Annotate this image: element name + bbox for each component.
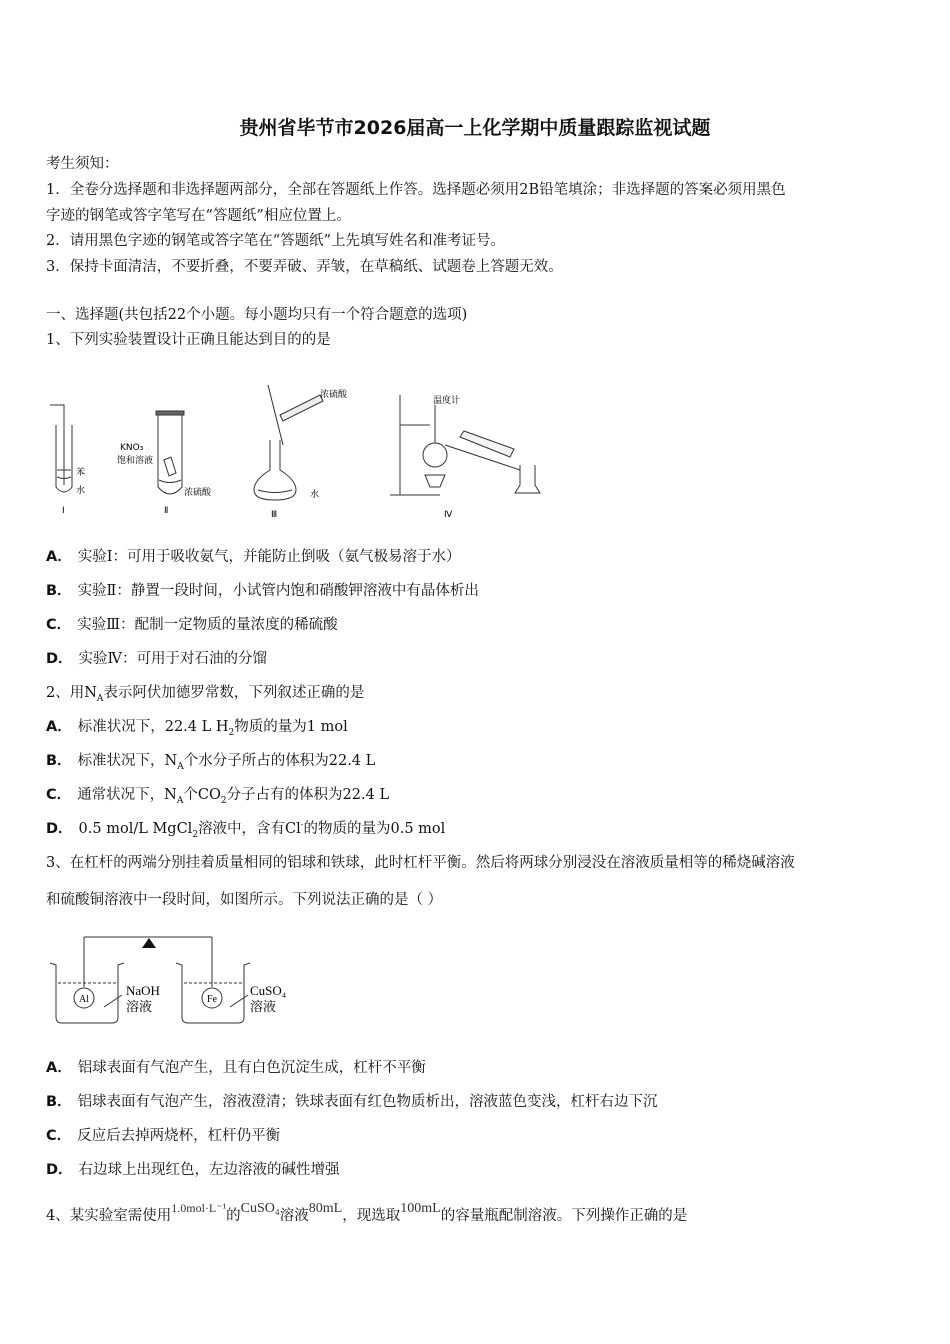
cuso4-solution-label: 溶液 bbox=[250, 1000, 277, 1015]
q3-option-c: C． 反应后去掉两烧杯，杠杆仍平衡 bbox=[46, 1128, 281, 1144]
notice-heading: 考生须知： bbox=[46, 156, 119, 172]
q3-option-d: D． 右边球上出现红色，左边溶液的碱性增强 bbox=[46, 1162, 340, 1178]
q1-stem: 1、下列实验装置设计正确且能达到目的的是 bbox=[46, 332, 331, 348]
q2-stem: 2、用$N_A$表示阿伏加德罗常数，下列叙述正确的是 bbox=[46, 685, 365, 704]
fig2-label-solution: 饱和溶液 bbox=[117, 456, 154, 466]
q1-apparatus-figure bbox=[40, 375, 560, 520]
q2-option-b: B． 标准状况下，$N_A$个水分子所占的体积为22.4 L bbox=[46, 753, 376, 772]
q3-option-a: A． 铝球表面有气泡产生，且有白色沉淀生成，杠杆不平衡 bbox=[46, 1060, 426, 1076]
notice-item: 2．请用黑色字迹的钢笔或答字笔在“答题纸”上先填写姓名和准考证号。 bbox=[46, 233, 506, 249]
q2-option-c: C． 通常状况下，$N_A$个$CO_2$分子占有的体积为22.4 L bbox=[46, 787, 390, 806]
fig2-label-acid: 浓硫酸 bbox=[184, 488, 212, 498]
section-heading: 一、选择题(共包括22个小题。每小题均只有一个符合题意的选项) bbox=[46, 307, 468, 323]
fig2-label-kno3: KNO₃ bbox=[120, 443, 144, 453]
q3-option-b: B． 铝球表面有气泡产生，溶液澄清；铁球表面有红色物质析出，溶液蓝色变浅，杠杆右边下沉 bbox=[46, 1094, 658, 1110]
q1-option-d: D． 实验Ⅳ：可用于对石油的分馏 bbox=[46, 651, 268, 667]
naoh-label: NaOH bbox=[126, 983, 160, 998]
q2-option-a: A． 标准状况下，22.4 L $H_2$物质的量为1 mol bbox=[46, 719, 348, 738]
q4-stem: 4、某实验室需使用$^{1.0mol\cdot L^{-1}}$的CuSO₄溶液80mL，现选取100mL的容量瓶配制溶液。下列操作正确的是 bbox=[46, 1201, 688, 1224]
q1-option-c: C． 实验Ⅲ：配制一定物质的量浓度的稀硫酸 bbox=[46, 617, 338, 633]
al-ball-label: Al bbox=[79, 994, 89, 1005]
fig-label-2: Ⅱ bbox=[164, 506, 169, 516]
fig-label-3: Ⅲ bbox=[271, 510, 278, 520]
fig-label-4: Ⅳ bbox=[444, 510, 453, 520]
fig1-label-water: 水 bbox=[76, 486, 86, 496]
fig3-label-acid: 浓硫酸 bbox=[320, 390, 348, 400]
notice-item: 1．全卷分选择题和非选择题两部分，全部在答题纸上作答。选择题必须用2B铅笔填涂；非选择题的答案必须用黑色 bbox=[46, 182, 786, 198]
page-title: 贵州省毕节市2026届高一上化学期中质量跟踪监视试题 bbox=[239, 117, 711, 139]
cuso4-label: CuSO₄ bbox=[250, 983, 287, 998]
q3-stem-line2: 和硫酸铜溶液中一段时间，如图所示。下列说法正确的是（ ） bbox=[46, 892, 443, 908]
fig1-label-benzene: 苯 bbox=[76, 468, 86, 478]
fig-label-1: Ⅰ bbox=[62, 506, 65, 516]
fig4-label-thermometer: 温度计 bbox=[433, 396, 461, 406]
q1-option-a: A． 实验Ⅰ：可用于吸收氨气，并能防止倒吸（氨气极易溶于水） bbox=[46, 549, 461, 565]
naoh-solution-label: 溶液 bbox=[126, 1000, 153, 1015]
fulcrum-icon bbox=[142, 938, 156, 948]
q1-option-b: B． 实验Ⅱ：静置一段时间，小试管内饱和硝酸钾溶液中有晶体析出 bbox=[46, 583, 479, 599]
fe-ball-label: Fe bbox=[207, 994, 217, 1005]
q2-option-d: D． 0.5 mol/L MgCl$_2$溶液中，含有Cl-的物质的量为0.5 mol bbox=[46, 820, 446, 840]
q3-lever-figure bbox=[48, 935, 308, 1030]
notice-item: 3．保持卡面清洁，不要折叠，不要弄破、弄皱，在草稿纸、试题卷上答题无效。 bbox=[46, 259, 563, 275]
fig3-label-water: 水 bbox=[310, 490, 320, 500]
notice-item: 字迹的钢笔或答字笔写在“答题纸”相应位置上。 bbox=[46, 208, 351, 224]
q3-stem-line1: 3、在杠杆的两端分别挂着质量相同的铝球和铁球，此时杠杆平衡。然后将两球分别浸没在溶液质量相等的稀烧碱溶液 bbox=[46, 855, 795, 871]
